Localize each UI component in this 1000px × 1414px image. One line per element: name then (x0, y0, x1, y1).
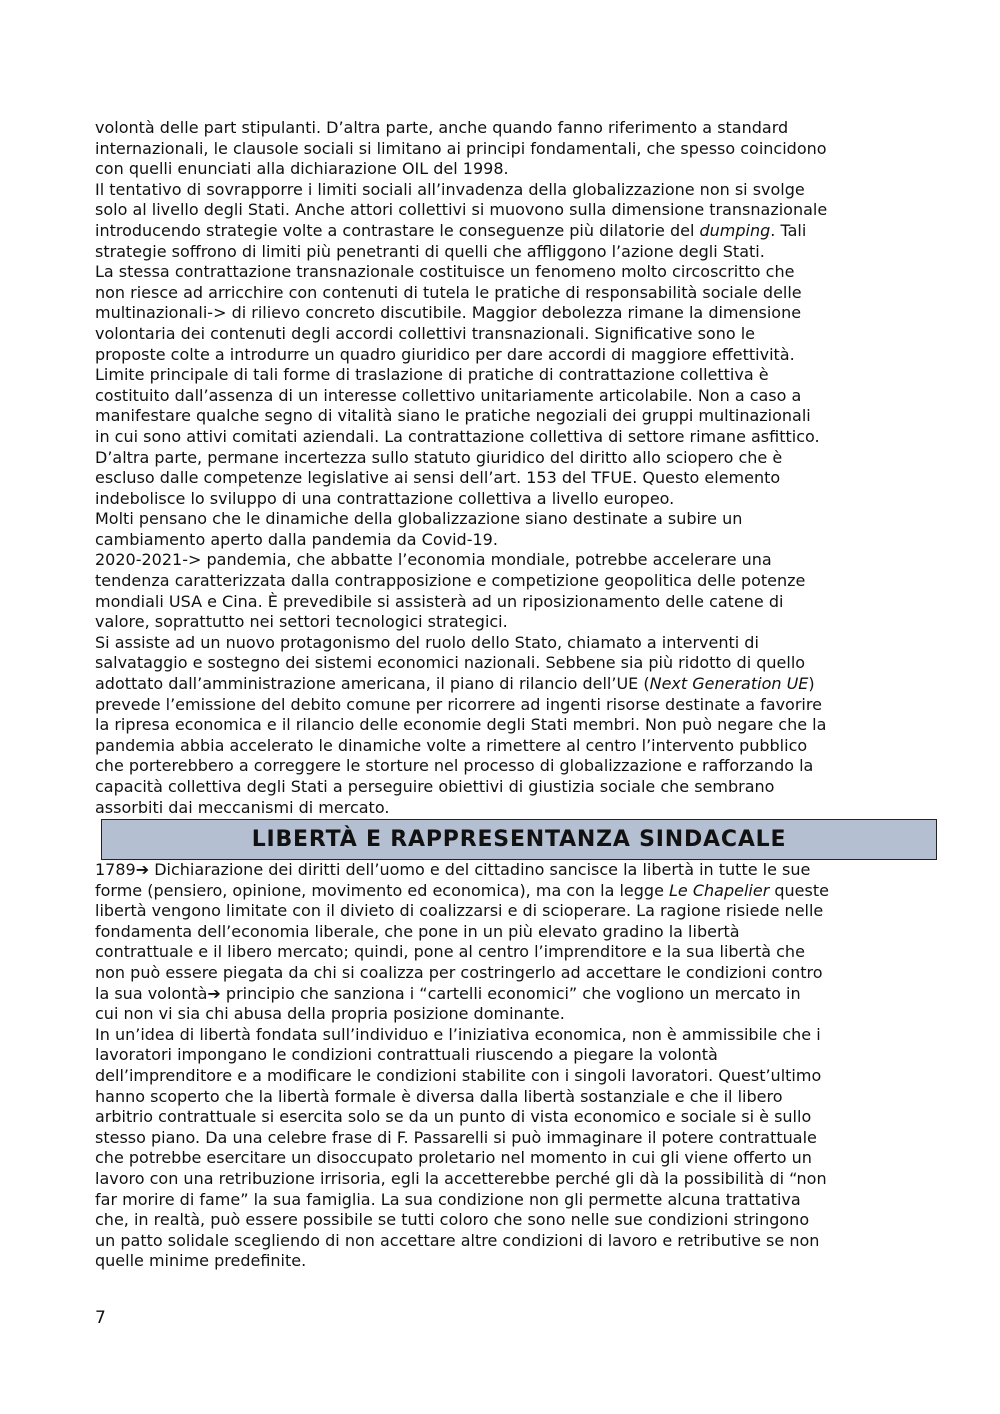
text-line: La stessa contrattazione transnazionale costituisce un fenomeno molto circoscritto che (95, 262, 795, 282)
text-line: solo al livello degli Stati. Anche attori collettivi si muovono sulla dimensione transnazionale (95, 200, 828, 220)
text-line: forme (pensiero, opinione, movimento ed economica), ma con la legge Le Chapelier queste (95, 880, 829, 900)
text-line: adottato dall’amministrazione americana, il piano di rilancio dell’UE (Next Generation UE) (95, 674, 815, 694)
text-line: fondamenta dell’economia liberale, che pone in un più elevato gradino la libertà (95, 921, 740, 941)
text-line: manifestare qualche segno di vitalità siano le pratiche negoziali dei gruppi multinazionali (95, 406, 811, 426)
text-line: mondiali USA e Cina. È prevedibile si assisterà ad un riposizionamento delle catene di (95, 591, 784, 611)
text-line: non può essere piegata da chi si coalizza per costringerlo ad accettare le condizioni contro (95, 962, 823, 982)
text-line: che potrebbe esercitare un disoccupato proletario nel momento in cui gli viene offerto un (95, 1148, 812, 1168)
text-line: 2020-2021-> pandemia, che abbatte l’economia mondiale, potrebbe accelerare una (95, 550, 772, 570)
text-line: internazionali, le clausole sociali si limitano ai principi fondamentali, che spesso coincidono (95, 138, 827, 158)
page-number: 7 (95, 1308, 106, 1328)
text-line: proposte colte a introdurre un quadro giuridico per dare accordi di maggiore effettività. (95, 344, 795, 364)
text-line: indebolisce lo sviluppo di una contrattazione collettiva a livello europeo. (95, 488, 675, 508)
section-heading-box (101, 819, 937, 860)
text-line: contrattuale e il libero mercato; quindi, pone al centro l’imprenditore e la sua libertà che (95, 942, 805, 962)
text-line: multinazionali-> di rilievo concreto discutibile. Maggior debolezza rimane la dimensione (95, 303, 802, 323)
text-line: D’altra parte, permane incertezza sullo statuto giuridico del diritto allo sciopero che è (95, 447, 783, 467)
text-line: volontà delle part stipulanti. D’altra parte, anche quando fanno riferimento a standard (95, 118, 789, 137)
text-line: un patto solidale scegliendo di non accettare altre condizioni di lavoro e retributive se non (95, 1230, 820, 1250)
text-line: libertà vengono limitate con il divieto di coalizzarsi e di scioperare. La ragione risiede nelle (95, 901, 824, 921)
text-line: Il tentativo di sovrapporre i limiti sociali all’invadenza della globalizzazione non si svolge (95, 179, 805, 199)
text-line: che porterebbero a correggere le storture nel processo di globalizzazione e rafforzando la (95, 756, 814, 776)
italic-term: Next Generation UE (649, 674, 809, 694)
text-line: salvataggio e sostegno dei sistemi economici nazionali. Sebbene sia più ridotto di quello (95, 653, 806, 673)
body-text-section-1 (95, 118, 915, 818)
text-line: la sua volontà➔ principio che sanziona i “cartelli economici” che vogliono un mercato in (95, 983, 801, 1003)
text-line: stesso piano. Da una celebre frase di F. Passarelli si può immaginare il potere contrattuale (95, 1127, 817, 1147)
text-line: quelle minime predefinite. (95, 1251, 307, 1271)
text-line: strategie soffrono di limiti più penetranti di quelli che affliggono l’azione degli Stati. (95, 241, 765, 261)
text-line: lavoro con una retribuzione irrisoria, egli la accetterebbe perché gli dà la possibilità di “non (95, 1168, 827, 1188)
text-line: Si assiste ad un nuovo protagonismo del ruolo dello Stato, chiamato a interventi di (95, 632, 759, 652)
text-line: hanno scoperto che la libertà formale è diversa dalla libertà sostanziale e che il libero (95, 1086, 783, 1106)
text-line: dell’imprenditore e a modificare le condizioni stabilite con i singoli lavoratori. Quest’ultimo (95, 1065, 822, 1085)
text-line: Limite principale di tali forme di traslazione di pratiche di contrattazione collettiva è (95, 365, 769, 385)
text-line: con quelli enunciati alla dichiarazione OIL del 1998. (95, 159, 509, 179)
text-line: 1789➔ Dichiarazione dei diritti dell’uomo e del cittadino sancisce la libertà in tutte le sue (95, 860, 811, 879)
text-line: pandemia abbia accelerato le dinamiche volte a rimettere al centro l’intervento pubblico (95, 735, 808, 755)
text-line: valore, soprattutto nei settori tecnologici strategici. (95, 612, 508, 632)
italic-term: Le Chapelier (669, 880, 770, 900)
text-line: far morire di fame” la sua famiglia. La sua condizione non gli permette alcuna trattativa (95, 1189, 801, 1209)
text-line: cui non vi sia chi abusa della propria posizione dominante. (95, 1004, 565, 1024)
text-line: prevede l’emissione del debito comune per ricorrere ad ingenti risorse destinate a favorire (95, 694, 822, 714)
body-text-section-2 (95, 860, 915, 1272)
text-line: la ripresa economica e il rilancio delle economie degli Stati membri. Non può negare che la (95, 715, 827, 735)
text-line: lavoratori impongano le condizioni contrattuali riuscendo a piegare la volontà (95, 1045, 718, 1065)
text-line: escluso dalle competenze legislative ai sensi dell’art. 153 del TFUE. Questo elemento (95, 468, 781, 488)
text-line: In un’idea di libertà fondata sull’individuo e l’iniziativa economica, non è ammissibile che i (95, 1024, 821, 1044)
text-line: che, in realtà, può essere possibile se tutti coloro che sono nelle sue condizioni stringono (95, 1210, 810, 1230)
text-line: introducendo strategie volte a contrastare le conseguenze più dilatorie del dumping. Tali (95, 220, 807, 240)
text-line: volontaria dei contenuti degli accordi collettivi transnazionali. Significative sono le (95, 323, 755, 343)
text-line: costituito dall’assenza di un interesse collettivo unitariamente articolabile. Non a caso a (95, 385, 802, 405)
text-line: assorbiti dai meccanismi di mercato. (95, 797, 390, 817)
text-line: in cui sono attivi comitati aziendali. La contrattazione collettiva di settore rimane asfittico. (95, 426, 820, 446)
text-line: tendenza caratterizzata dalla contrapposizione e competizione geopolitica delle potenze (95, 571, 806, 591)
text-line: arbitrio contrattuale si esercita solo se da un punto di vista economico e sociale si è sullo (95, 1107, 812, 1127)
text-line: cambiamento aperto dalla pandemia da Covid-19. (95, 529, 498, 549)
text-line: capacità collettiva degli Stati a perseguire obiettivi di giustizia sociale che sembrano (95, 777, 775, 796)
text-line: Molti pensano che le dinamiche della globalizzazione siano destinate a subire un (95, 509, 743, 529)
text-line: non riesce ad arricchire con contenuti di tutela le pratiche di responsabilità sociale delle (95, 282, 802, 302)
italic-term: dumping (699, 220, 771, 240)
section-heading: LIBERTÀ E RAPPRESENTANZA SINDACALE (251, 827, 787, 852)
